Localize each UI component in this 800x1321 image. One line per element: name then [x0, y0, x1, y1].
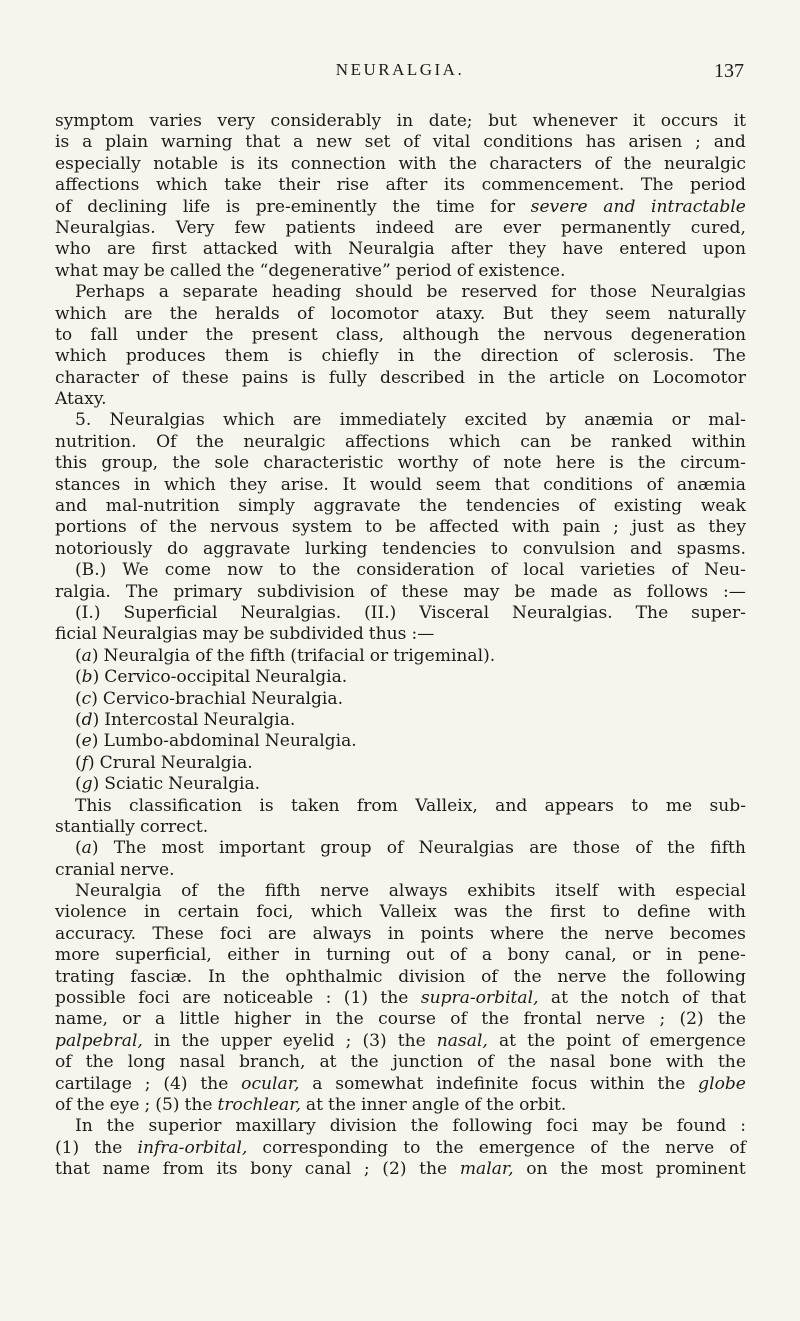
text-line: of declining life is pre-eminently the time for severe and intractable [55, 196, 746, 217]
text-line: (b) Cervico-occipital Neuralgia. [75, 667, 348, 688]
text-line: that name from its bony canal ; (2) the malar, on the most prominent [55, 1159, 746, 1180]
text-line: cartilage ; (4) the ocular, a somewhat indefinite focus within the globe [55, 1073, 746, 1094]
text-line: to fall under the present class, although the nervous degeneration [55, 324, 746, 345]
text-line: symptom varies very considerably in date; but whenever it occurs it [55, 111, 746, 131]
text-line: which produces them is chiefly in the direction of sclerosis. The [55, 346, 746, 367]
text-line: 5. Neuralgias which are immediately excited by anæmia or mal- [75, 410, 746, 431]
text-line: Neuralgia of the fifth nerve always exhibits itself with especial [75, 881, 746, 902]
text-line: stantially correct. [55, 816, 209, 837]
text-line: palpebral, in the upper eyelid ; (3) the nasal, at the point of emergence [55, 1030, 746, 1051]
page-number: 137 [714, 60, 744, 82]
text-line: (a) The most important group of Neuralgias are those of the fifth [75, 838, 746, 859]
text-line: this group, the sole characteristic worthy of note here is the circum- [55, 453, 746, 474]
text-line: which are the heralds of locomotor ataxy. But they seem naturally [55, 303, 746, 324]
text-line: more superficial, either in turning out of a bony canal, or in pene- [55, 945, 746, 966]
text-line: In the superior maxillary division the following foci may be found : [75, 1116, 746, 1137]
text-line: cranial nerve. [55, 859, 175, 880]
text-line: accuracy. These foci are always in points where the nerve becomes [55, 923, 746, 944]
text-line: ralgia. The primary subdivision of these may be made as follows :— [55, 581, 746, 602]
text-line: Neuralgias. Very few patients indeed are ever permanently cured, [55, 217, 746, 238]
text-line: Perhaps a separate heading should be reserved for those Neuralgias [75, 282, 746, 303]
text-line: (1) the infra-orbital, corresponding to the emergence of the nerve of [55, 1137, 746, 1158]
text-line: is a plain warning that a new set of vital conditions has arisen ; and [55, 132, 746, 153]
text-line: possible foci are noticeable : (1) the supra-orbital, at the notch of that [55, 988, 746, 1009]
text-line: This classification is taken from Valleix, and appears to me sub- [75, 795, 746, 816]
text-line: and mal-nutrition simply aggravate the tendencies of existing weak [55, 496, 746, 517]
text-line: especially notable is its connection with the characters of the neuralgic [55, 153, 746, 174]
text-line: (a) Neuralgia of the fifth (trifacial or trigeminal). [75, 645, 496, 666]
text-line: violence in certain foci, which Valleix was the first to define with [55, 902, 746, 923]
text-line: notoriously do aggravate lurking tendencies to convulsion and spasms. [55, 538, 746, 559]
text-line: (I.) Superficial Neuralgias. (II.) Visceral Neuralgias. The super- [75, 602, 746, 623]
text-line: who are first attacked with Neuralgia after they have entered upon [55, 239, 746, 260]
running-head: NEURALGIA. [335, 60, 465, 79]
text-line: trating fasciæ. In the ophthalmic division of the nerve the following [55, 966, 746, 987]
text-line: portions of the nervous system to be affected with pain ; just as they [55, 517, 746, 538]
text-line: (f) Crural Neuralgia. [75, 752, 253, 773]
text-line: ficial Neuralgias may be subdivided thus :— [55, 624, 435, 645]
text-line: of the long nasal branch, at the junction of the nasal bone with the [55, 1052, 746, 1073]
text-line: name, or a little higher in the course of the frontal nerve ; (2) the [55, 1009, 746, 1030]
body-text [55, 111, 746, 1181]
text-line: affections which take their rise after its commencement. The period [55, 175, 746, 196]
text-line: (e) Lumbo-abdominal Neuralgia. [75, 731, 357, 752]
text-line: character of these pains is fully described in the article on Locomotor [55, 367, 746, 388]
text-line: stances in which they arise. It would seem that conditions of anæmia [55, 474, 746, 495]
page-header [0, 60, 800, 88]
text-line: (d) Intercostal Neuralgia. [75, 709, 296, 730]
text-line: what may be called the “degenerative” period of existence. [55, 260, 566, 281]
text-line: (g) Sciatic Neuralgia. [75, 774, 261, 795]
text-line: (B.) We come now to the consideration of local varieties of Neu- [75, 560, 746, 581]
text-line: of the eye ; (5) the trochlear, at the inner angle of the orbit. [55, 1094, 567, 1115]
text-line: nutrition. Of the neuralgic affections which can be ranked within [55, 431, 746, 452]
text-line: (c) Cervico-brachial Neuralgia. [75, 688, 344, 709]
text-line: Ataxy. [55, 389, 107, 410]
